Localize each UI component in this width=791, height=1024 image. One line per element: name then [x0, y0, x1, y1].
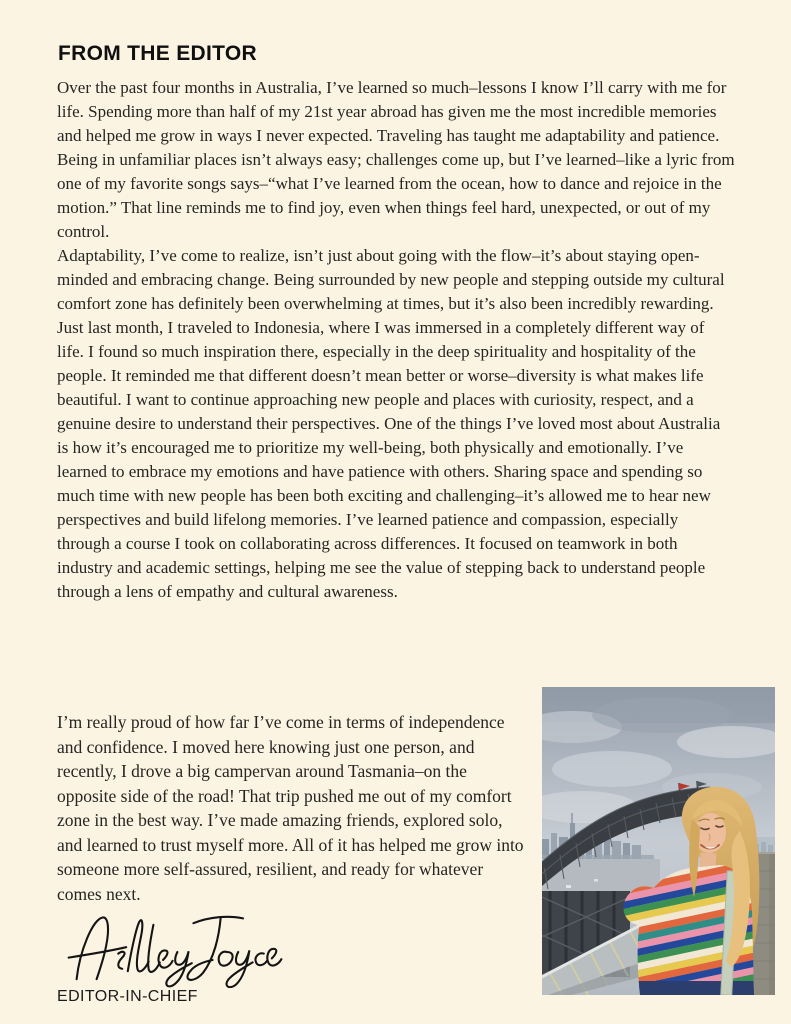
editor-photo-image [542, 687, 775, 995]
body-paragraph: Adaptability, I’ve come to realize, isn’t just about going with the flow–it’s about staying open-minded and embracing change. Being surrounded by new people and stepping outside my cultural comfort zone has definitely been overwhelming at times, but it’s also been incredibly rewarding. Just last month, I traveled to Indonesia, where I was immersed in a completely different way of life. I found so much inspiration there, especially in the deep spirituality and hospitality of the people. It reminded me that different doesn’t mean better or worse–diversity is what makes life beautiful. I want to continue approaching new people and places with curiosity, respect, and a genuine desire to understand their perspectives. One of the things I’ve loved most about Australia is how it’s encouraged me to prioritize my well-being, both physically and emotionally. I’ve learned to embrace my emotions and have patience with others. Sharing space and spending so much time with new people has been both exciting and challenging–it’s allowed me to hear new perspectives and build lifelong memories. I’ve learned patience and compassion, especially through a course I took on collaborating across differences. It focused on teamwork in both industry and academic settings, helping me see the value of stepping back to understand people through a lens of empathy and cultural awareness. [57, 246, 725, 601]
editor-photo [542, 687, 775, 995]
editor-role-label: EDITOR-IN-CHIEF [57, 988, 198, 1005]
signature-handwriting [47, 912, 529, 988]
body-paragraph: Over the past four months in Australia, I’ve learned so much–lessons I know I’ll carry with me for life. Spending more than half of my 21st year abroad has given me the most incredible memories and helped me grow in ways I never expected. Traveling has taught me adaptability and patience. Being in unfamiliar places isn’t always easy; challenges come up, but I’ve learned–like a lyric from one of my favorite songs says–“what I’ve learned from the ocean, how to dance and rejoice in the motion.” That line reminds me to find joy, even when things feel hard, unexpected, or out of my control. [57, 78, 735, 241]
body-paragraph: I’m really proud of how far I’ve come in terms of independence and confidence. I moved here knowing just one person, and recently, I drove a big campervan around Tasmania–on the opposite side of the road! That trip pushed me out of my comfort zone in the best way. I’ve made amazing friends, explored solo, and learned to trust myself more. All of it has helped me grow into someone more self-assured, resilient, and ready for whatever comes next. [57, 712, 524, 904]
closing-section [57, 710, 529, 1006]
page-title: FROM THE EDITOR [58, 42, 257, 65]
signature-ashley-joyce [47, 912, 327, 988]
article-body [57, 76, 735, 604]
